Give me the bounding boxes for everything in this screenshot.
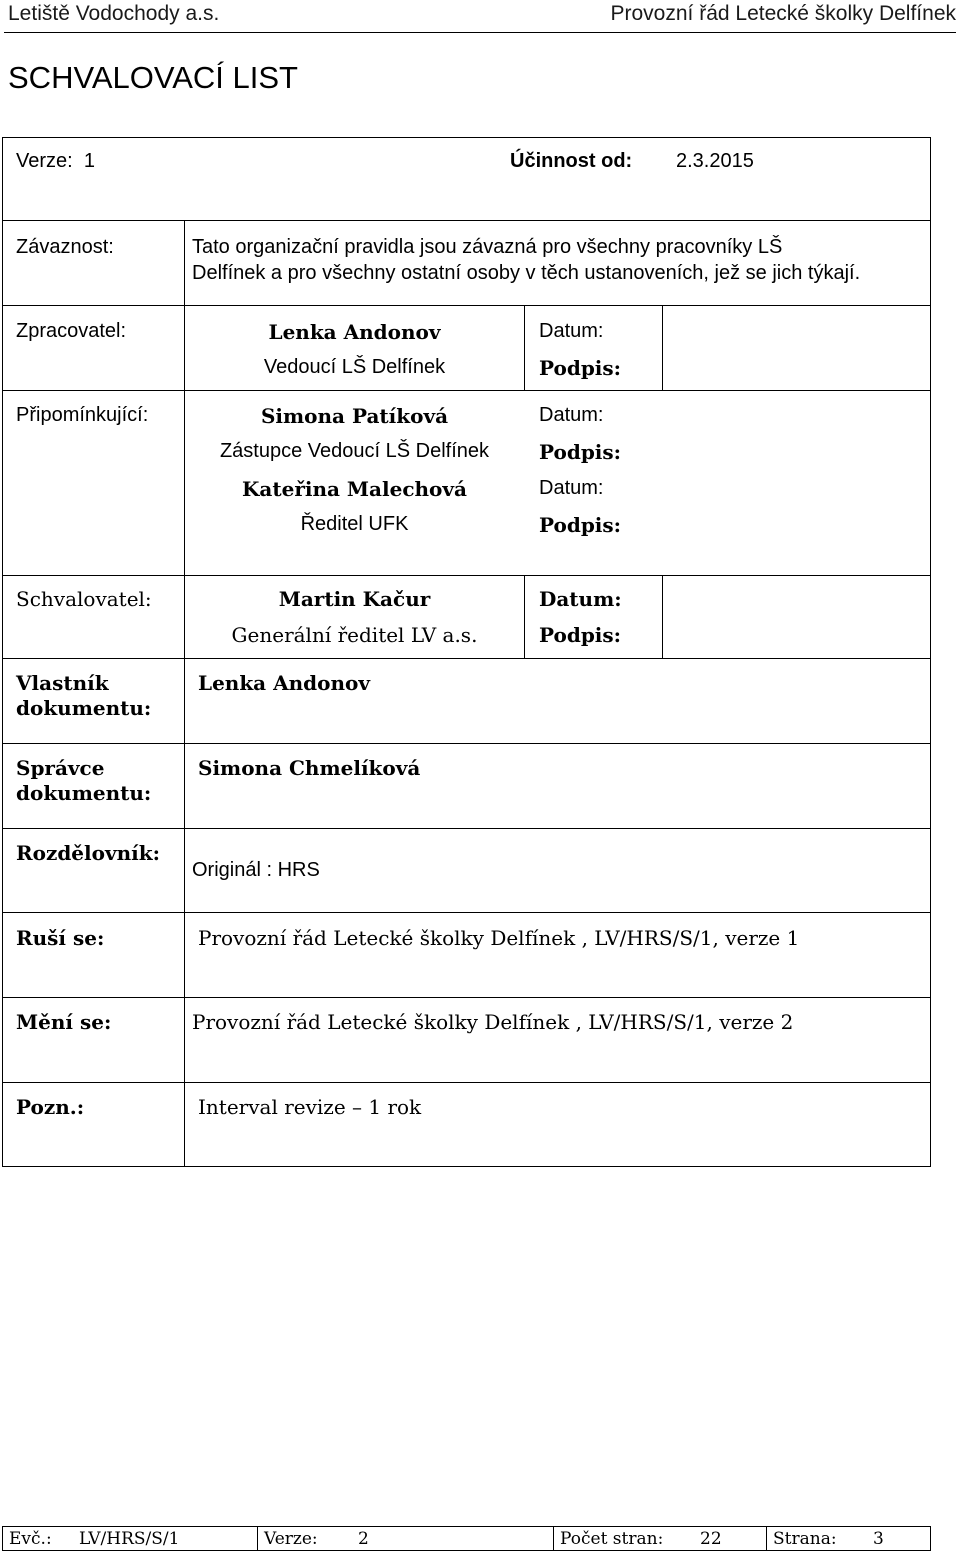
approver-label: Schvalovatel: [16,587,152,611]
reviewer2-date-label: Datum: [539,477,604,499]
binding-text-line2: Delfínek a pro všechny ostatní osoby v těch ustanoveních, jež se jich týkají. [192,262,861,284]
processor-sign-label: Podpis: [539,356,622,380]
reviewer1-date-label: Datum: [539,404,604,426]
processor-label: Zpracovatel: [16,320,127,342]
owner-label: Vlastník dokumentu: [16,671,152,720]
changes-label: Mění se: [16,1010,112,1034]
version-value: 1 [83,150,95,172]
reviewer1-role: Zástupce Vedoucí LŠ Delfínek [219,440,490,462]
footer-version: Verze: 2 [257,1526,554,1551]
processor-role: Vedoucí LŠ Delfínek [263,356,446,378]
footer-evc: Evč.: LV/HRS/S/1 [2,1526,258,1551]
processor-date-label: Datum: [539,320,604,342]
reviewer2-sign-label: Podpis: [539,513,622,537]
distribution-value: Originál : HRS [192,859,320,881]
reviewer2-name: Kateřina Malechová [242,477,467,501]
binding-text-line1: Tato organizační pravidla jsou závazná pro všechny pracovníky LŠ [192,236,783,258]
changes-value: Provozní řád Letecké školky Delfínek , LV/HRS/S/1, verze 2 [192,1010,794,1034]
approver-sign-label: Podpis: [539,623,622,647]
header-divider [4,32,956,33]
processor-name: Lenka Andonov [268,320,441,344]
cancels-value: Provozní řád Letecké školky Delfínek , LV/HRS/S/1, verze 1 [198,926,800,950]
header-left: Letiště Vodochody a.s. [8,2,220,25]
approver-role: Generální ředitel LV a.s. [231,623,478,647]
admin-value: Simona Chmelíková [198,756,421,780]
reviewer2-role: Ředitel UFK [300,513,409,535]
page-title: SCHVALOVACÍ LIST [8,60,298,95]
effective-label: Účinnost od: [510,150,633,172]
reviewer1-sign-label: Podpis: [539,440,622,464]
approver-date-label: Datum: [539,587,622,611]
note-label: Pozn.: [16,1095,85,1119]
admin-label: Správce dokumentu: [16,756,152,805]
header-right: Provozní řád Letecké školky Delfínek [610,2,956,25]
footer-page-number: Strana: 3 [766,1526,931,1551]
effective-date: 2.3.2015 [676,150,754,172]
footer-page-count: Počet stran: 22 [553,1526,767,1551]
binding-label: Závaznost: [16,236,114,258]
distribution-label: Rozdělovník: [16,841,160,865]
approver-name: Martin Kačur [278,587,431,611]
version-label: Verze: 1 [16,150,95,172]
reviewer1-name: Simona Patíková [260,404,449,428]
owner-value: Lenka Andonov [198,671,370,695]
cancels-label: Ruší se: [16,926,105,950]
note-value: Interval revize – 1 rok [198,1095,422,1119]
reviewers-label: Připomínkující: [16,404,149,426]
